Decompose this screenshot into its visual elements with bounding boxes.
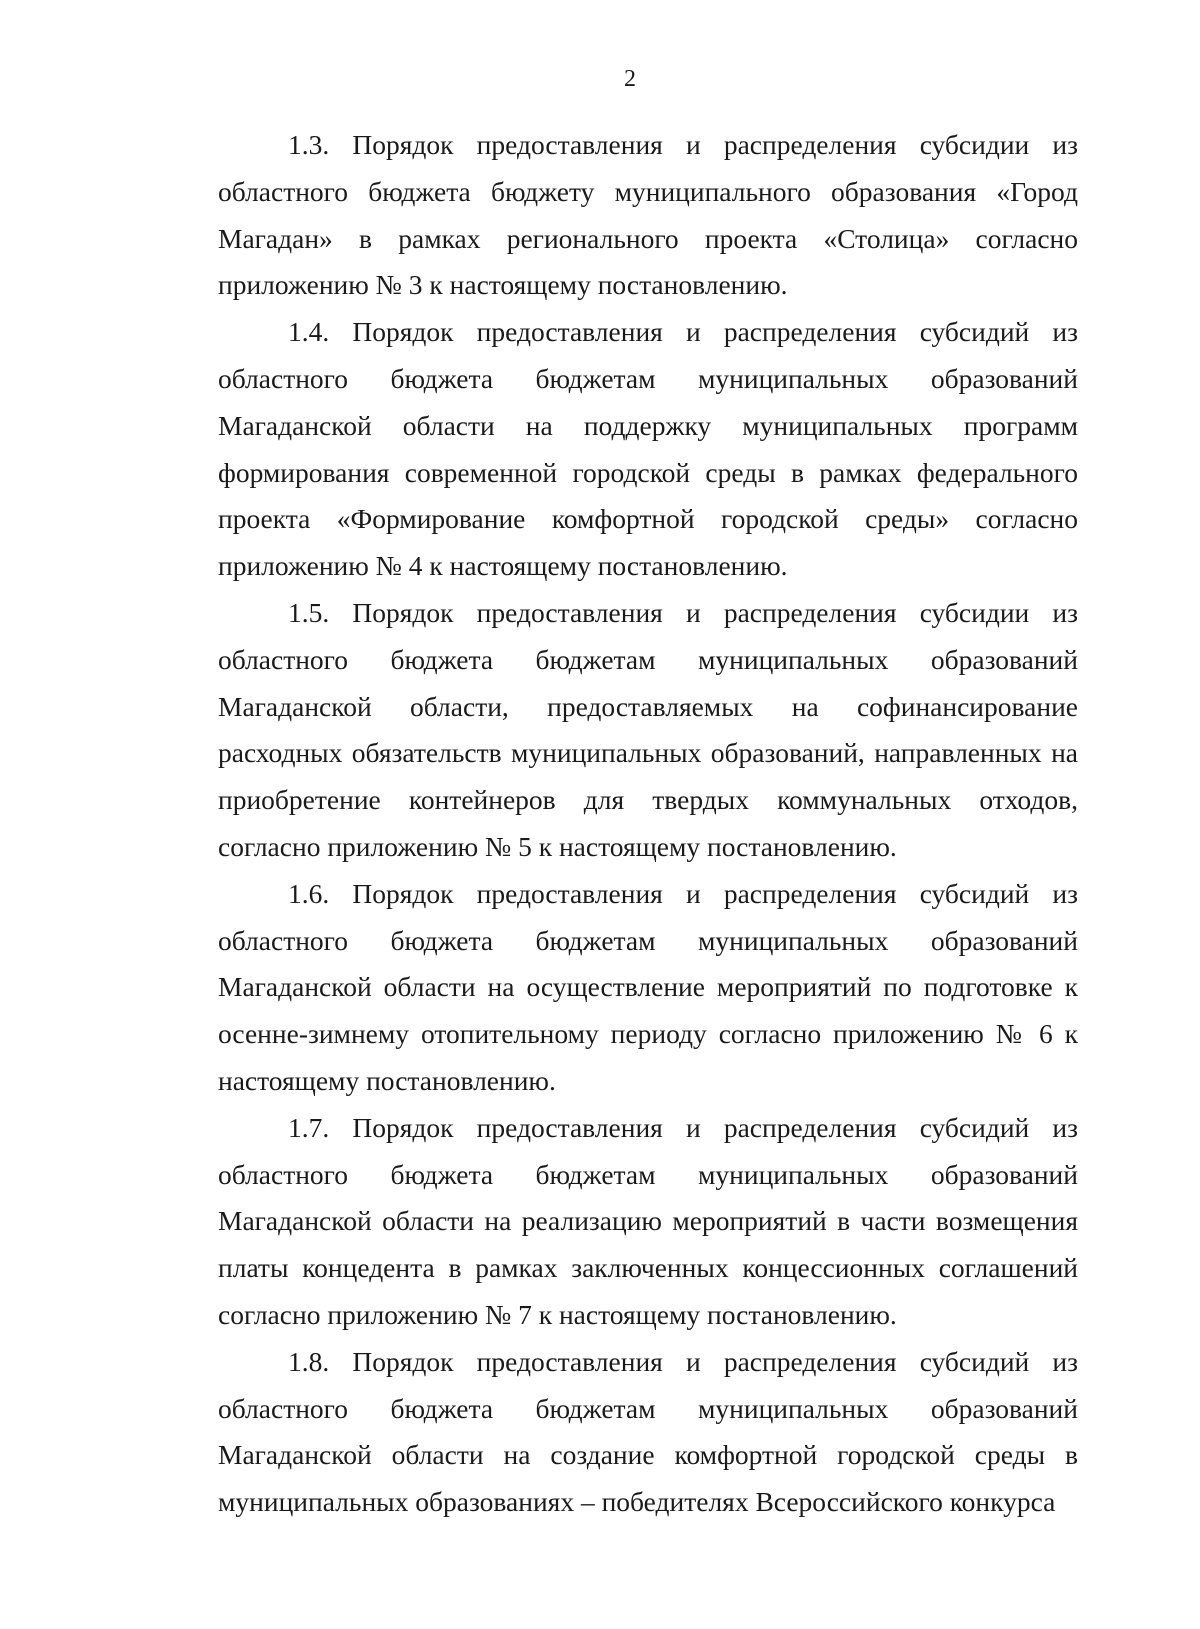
document-body [218, 122, 1078, 1526]
page-number: 2 [624, 66, 636, 92]
paragraph-1-4: 1.4. Порядок предоставления и распределения субсидий из областного бюджета бюджетам муниципальных образований Магаданской области на поддержку муниципальных программ формирования современной городской среды в рамках федерального проекта «Формирование комфортной городской среды» согласно приложению № 4 к настоящему постановлению. [218, 316, 1078, 582]
paragraph-1-5: 1.5. Порядок предоставления и распределения субсидии из областного бюджета бюджетам муниципальных образований Магаданской области, предоставляемых на софинансирование расходных обязательств муниципальных образований, направленных на приобретение контейнеров для твердых коммунальных отходов, согласно приложению № 5 к настоящему постановлению. [218, 596, 1078, 862]
paragraph-1-8: 1.8. Порядок предоставления и распределения субсидий из областного бюджета бюджетам муниципальных образований Магаданской области на создание комфортной городской среды в муниципальных образованиях – победителях Всероссийского конкурса [218, 1345, 1078, 1518]
paragraph-1-3: 1.3. Порядок предоставления и распределения субсидии из областного бюджета бюджету муниципального образования «Город Магадан» в рамках регионального проекта «Столица» согласно приложению № 3 к настоящему постановлению. [218, 129, 1078, 301]
paragraph-1-7: 1.7. Порядок предоставления и распределения субсидий из областного бюджета бюджетам муниципальных образований Магаданской области на реализацию мероприятий в части возмещения платы концедента в рамках заключенных концессионных соглашений согласно приложению № 7 к настоящему постановлению. [218, 1111, 1078, 1330]
paragraph-1-6: 1.6. Порядок предоставления и распределения субсидий из областного бюджета бюджетам муниципальных образований Магаданской области на осуществление мероприятий по подготовке к осенне-зимнему отопительному периоду согласно приложению № 6 к настоящему постановлению. [218, 877, 1078, 1096]
